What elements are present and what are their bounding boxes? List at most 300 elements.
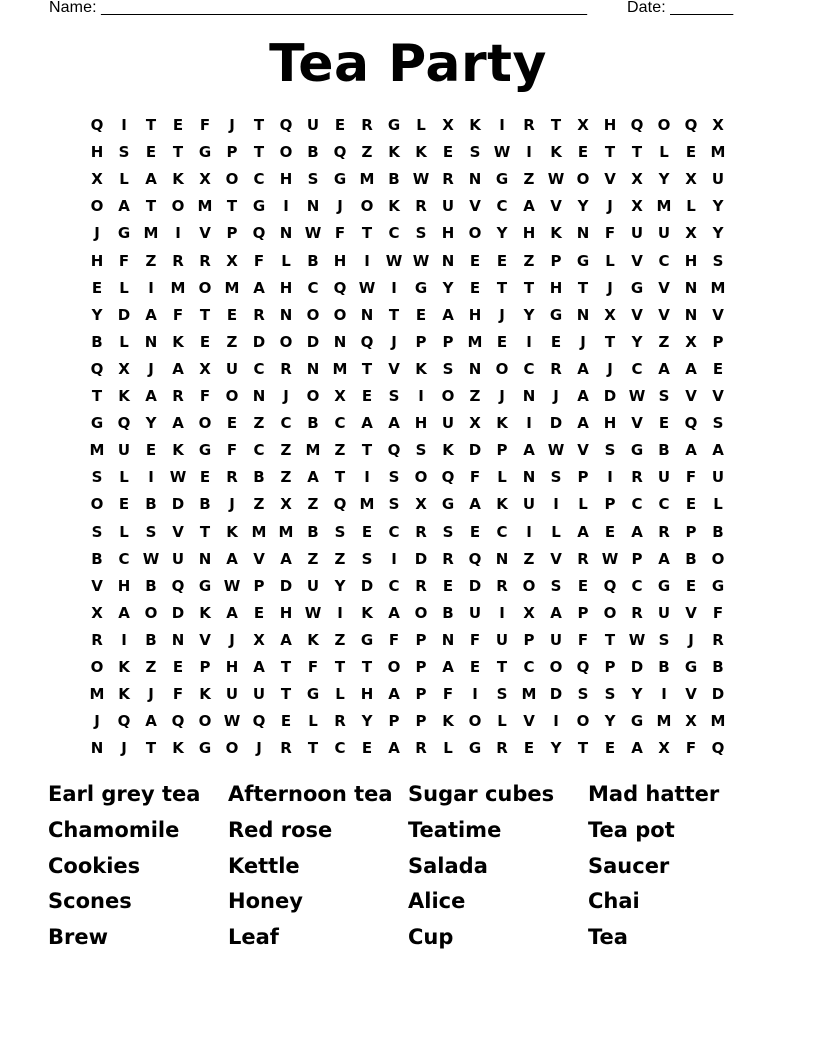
grid-letter: E — [280, 712, 292, 731]
grid-letter: U — [252, 685, 266, 704]
grid-letter: O — [171, 197, 185, 216]
grid-letter: O — [90, 658, 104, 676]
grid-letter: E — [226, 305, 238, 324]
grid-letter: S — [469, 143, 481, 162]
grid-letter: X — [604, 305, 616, 324]
grid-letter: O — [657, 116, 671, 134]
grid-letter: N — [522, 387, 536, 405]
grid-letter: T — [496, 658, 508, 676]
grid-letter: M — [197, 197, 213, 216]
grid-letter: O — [576, 712, 590, 731]
grid-letter: Q — [117, 712, 131, 731]
grid-letter: K — [118, 658, 130, 676]
grid-letter: A — [226, 549, 238, 568]
grid-letter: L — [443, 739, 453, 758]
grid-letter: J — [580, 332, 586, 351]
grid-letter: H — [603, 414, 617, 433]
grid-letter: M — [656, 197, 672, 216]
grid-letter: I — [418, 387, 424, 405]
grid-letter: P — [415, 712, 427, 731]
grid-letter: S — [550, 576, 562, 595]
grid-letter: C — [253, 359, 265, 378]
grid-letter: Y — [334, 576, 346, 595]
grid-letter: Z — [523, 251, 535, 270]
grid-letter: D — [549, 414, 563, 433]
grid-letter: I — [499, 603, 505, 622]
grid-letter: Q — [279, 116, 293, 134]
grid-letter: A — [577, 387, 589, 405]
grid-letter: T — [145, 197, 157, 216]
grid-letter: F — [469, 630, 481, 649]
grid-letter: V — [577, 441, 589, 460]
grid-letter: Q — [711, 739, 725, 758]
grid-letter: A — [172, 414, 184, 433]
grid-letter: J — [94, 224, 100, 243]
grid-letter: L — [119, 278, 129, 297]
grid-letter: G — [657, 576, 671, 595]
grid-letter: N — [171, 630, 185, 649]
grid-letter: S — [712, 414, 724, 433]
grid-letter: L — [119, 522, 129, 541]
grid-letter: J — [688, 630, 694, 649]
grid-letter: D — [414, 549, 428, 568]
grid-letter: A — [226, 603, 238, 622]
grid-letter: S — [577, 685, 589, 704]
grid-letter: H — [90, 251, 104, 270]
grid-letter: O — [603, 603, 617, 622]
grid-letter: P — [415, 332, 427, 351]
grid-letter: C — [307, 278, 319, 297]
grid-letter: J — [499, 305, 505, 324]
grid-letter: S — [388, 495, 400, 514]
grid-letter: D — [468, 576, 482, 595]
grid-letter: A — [253, 278, 265, 297]
grid-letter: M — [305, 441, 321, 460]
grid-letter: I — [364, 468, 370, 487]
grid-letter: A — [577, 522, 589, 541]
grid-letter: V — [631, 305, 643, 324]
grid-letter: A — [172, 359, 184, 378]
grid-letter: T — [253, 143, 265, 162]
grid-letter: X — [334, 387, 346, 405]
grid-letter: A — [469, 495, 481, 514]
grid-letter: J — [148, 685, 154, 704]
grid-letter: B — [145, 630, 157, 649]
grid-letter: A — [577, 359, 589, 378]
grid-letter: L — [119, 332, 129, 351]
grid-letter: F — [577, 630, 589, 649]
grid-letter: W — [304, 603, 322, 622]
grid-letter: O — [468, 224, 482, 243]
grid-letter: T — [523, 278, 535, 297]
grid-letter: Z — [280, 441, 292, 460]
grid-letter: T — [577, 739, 589, 758]
grid-letter: Q — [468, 549, 482, 568]
grid-letter: R — [334, 712, 346, 731]
grid-letter: A — [442, 305, 454, 324]
grid-letter: P — [226, 224, 238, 243]
grid-letter: S — [658, 630, 670, 649]
grid-letter: N — [522, 468, 536, 487]
grid-letter: V — [685, 603, 697, 622]
grid-letter: P — [604, 495, 616, 514]
grid-letter: H — [684, 251, 698, 270]
grid-letter: A — [685, 359, 697, 378]
grid-letter: J — [553, 387, 559, 405]
grid-letter: U — [522, 495, 536, 514]
grid-letter: S — [361, 549, 373, 568]
grid-letter: M — [359, 170, 375, 189]
grid-letter: W — [412, 170, 430, 189]
grid-letter: X — [199, 359, 211, 378]
grid-letter: A — [145, 712, 157, 731]
grid-letter: G — [549, 305, 563, 324]
grid-letter: T — [226, 197, 238, 216]
grid-letter: Z — [307, 549, 319, 568]
grid-letter: B — [685, 549, 697, 568]
grid-letter: X — [577, 116, 589, 134]
grid-letter: O — [90, 495, 104, 514]
grid-letter: V — [550, 549, 562, 568]
grid-letter: X — [658, 739, 670, 758]
grid-letter: C — [253, 441, 265, 460]
grid-letter: D — [279, 576, 293, 595]
grid-letter: E — [226, 414, 238, 433]
grid-letter: R — [496, 576, 508, 595]
grid-letter: E — [685, 495, 697, 514]
grid-letter: I — [472, 685, 478, 704]
grid-letter: W — [547, 441, 565, 460]
grid-letter: R — [91, 630, 103, 649]
grid-letter: G — [630, 712, 644, 731]
grid-letter: S — [604, 441, 616, 460]
grid-letter: V — [631, 414, 643, 433]
grid-letter: E — [415, 305, 427, 324]
grid-letter: O — [576, 170, 590, 189]
grid-letter: G — [306, 685, 320, 704]
grid-letter: H — [360, 685, 374, 704]
grid-letter: R — [226, 468, 238, 487]
grid-letter: N — [684, 305, 698, 324]
grid-letter: K — [199, 685, 211, 704]
grid-letter: T — [199, 522, 211, 541]
grid-letter: F — [226, 441, 238, 460]
grid-letter: H — [603, 116, 617, 134]
grid-letter: N — [576, 305, 590, 324]
word-list-item: Cup — [408, 925, 454, 950]
grid-letter: G — [198, 739, 212, 758]
grid-letter: W — [223, 576, 241, 595]
grid-letter: H — [225, 658, 239, 676]
grid-letter: H — [522, 224, 536, 243]
grid-letter: U — [657, 224, 671, 243]
grid-letter: D — [603, 387, 617, 405]
grid-letter: M — [170, 278, 186, 297]
grid-letter: L — [335, 685, 345, 704]
grid-letter: Z — [280, 468, 292, 487]
grid-letter: M — [278, 522, 294, 541]
grid-letter: Y — [523, 305, 535, 324]
grid-letter: K — [199, 603, 211, 622]
grid-letter: T — [388, 305, 400, 324]
grid-letter: V — [523, 712, 535, 731]
grid-letter: R — [280, 359, 292, 378]
grid-letter: I — [526, 414, 532, 433]
grid-letter: P — [604, 658, 616, 676]
grid-letter: W — [358, 278, 376, 297]
grid-letter: C — [496, 197, 508, 216]
word-list-item: Brew — [48, 925, 109, 950]
grid-letter: I — [553, 495, 559, 514]
grid-letter: H — [279, 603, 293, 622]
grid-letter: E — [91, 278, 103, 297]
grid-letter: E — [172, 116, 184, 134]
grid-letter: G — [198, 441, 212, 460]
grid-letter: B — [712, 658, 724, 676]
grid-letter: S — [415, 441, 427, 460]
grid-letter: K — [172, 170, 184, 189]
grid-letter: F — [307, 658, 319, 676]
grid-letter: L — [119, 468, 129, 487]
grid-letter: D — [549, 685, 563, 704]
grid-letter: E — [469, 251, 481, 270]
grid-letter: C — [334, 739, 346, 758]
grid-letter: B — [307, 143, 319, 162]
grid-letter: Z — [523, 549, 535, 568]
grid-letter: A — [280, 549, 292, 568]
grid-letter: X — [685, 332, 697, 351]
grid-letter: G — [198, 576, 212, 595]
grid-letter: C — [388, 576, 400, 595]
grid-letter: M — [89, 441, 105, 460]
grid-letter: I — [526, 522, 532, 541]
grid-letter: G — [468, 739, 482, 758]
grid-letter: T — [280, 685, 292, 704]
grid-letter: O — [306, 305, 320, 324]
grid-letter: H — [549, 278, 563, 297]
grid-letter: P — [523, 630, 535, 649]
grid-letter: X — [631, 197, 643, 216]
grid-letter: A — [145, 170, 157, 189]
grid-letter: Q — [387, 441, 401, 460]
grid-letter: G — [90, 414, 104, 433]
grid-letter: H — [333, 251, 347, 270]
grid-letter: S — [91, 522, 103, 541]
grid-letter: Z — [145, 251, 157, 270]
grid-letter: P — [199, 658, 211, 676]
grid-letter: K — [172, 739, 184, 758]
grid-letter: G — [495, 170, 509, 189]
grid-letter: V — [712, 387, 724, 405]
grid-letter: B — [91, 549, 103, 568]
grid-letter: G — [576, 251, 590, 270]
grid-letter: Z — [226, 332, 238, 351]
grid-letter: N — [90, 739, 104, 758]
grid-letter: M — [656, 712, 672, 731]
grid-letter: B — [91, 332, 103, 351]
grid-letter: E — [604, 522, 616, 541]
grid-letter: M — [224, 278, 240, 297]
grid-letter: L — [686, 197, 696, 216]
grid-letter: X — [685, 224, 697, 243]
grid-letter: Q — [441, 468, 455, 487]
grid-letter: C — [118, 549, 130, 568]
grid-letter: V — [550, 197, 562, 216]
grid-letter: X — [280, 495, 292, 514]
grid-letter: E — [469, 522, 481, 541]
grid-letter: O — [468, 712, 482, 731]
grid-letter: X — [442, 116, 454, 134]
grid-letter: S — [415, 224, 427, 243]
grid-letter: V — [658, 305, 670, 324]
grid-letter: T — [361, 441, 373, 460]
grid-letter: D — [468, 441, 482, 460]
word-list-item: Tea — [588, 925, 628, 950]
grid-letter: J — [121, 739, 127, 758]
grid-letter: A — [145, 387, 157, 405]
grid-letter: A — [523, 441, 535, 460]
grid-letter: F — [199, 387, 211, 405]
grid-letter: B — [145, 576, 157, 595]
date-field: Date: _______ — [627, 0, 734, 16]
grid-letter: X — [631, 170, 643, 189]
word-list-item: Afternoon tea — [228, 782, 393, 806]
grid-letter: T — [253, 116, 265, 134]
word-list-item: Chai — [588, 889, 640, 914]
grid-letter: I — [283, 197, 289, 216]
grid-letter: Q — [630, 116, 644, 134]
grid-letter: I — [499, 116, 505, 134]
grid-letter: K — [550, 143, 562, 162]
grid-letter: E — [685, 576, 697, 595]
grid-letter: J — [229, 116, 235, 134]
word-list-item: Leaf — [228, 925, 279, 950]
grid-letter: V — [685, 387, 697, 405]
grid-letter: V — [199, 224, 211, 243]
grid-letter: J — [391, 332, 397, 351]
grid-letter: P — [415, 658, 427, 676]
grid-letter: E — [550, 332, 562, 351]
grid-letter: Q — [171, 712, 185, 731]
grid-letter: Q — [576, 658, 590, 676]
grid-letter: Y — [712, 197, 724, 216]
grid-letter: Q — [333, 143, 347, 162]
grid-letter: C — [523, 658, 535, 676]
grid-letter: O — [414, 468, 428, 487]
grid-letter: A — [388, 603, 400, 622]
grid-letter: I — [553, 712, 559, 731]
grid-letter: N — [576, 224, 590, 243]
word-list-item: Honey — [228, 889, 303, 914]
grid-letter: E — [577, 143, 589, 162]
grid-letter: T — [577, 278, 589, 297]
grid-letter: Y — [145, 414, 157, 433]
grid-letter: E — [361, 522, 373, 541]
grid-letter: L — [578, 495, 588, 514]
grid-letter: A — [388, 414, 400, 433]
grid-letter: Y — [604, 712, 616, 731]
grid-letter: R — [523, 116, 535, 134]
word-list-item: Saucer — [588, 853, 670, 878]
grid-letter: U — [306, 116, 320, 134]
grid-letter: L — [281, 251, 291, 270]
grid-letter: A — [307, 468, 319, 487]
grid-letter: U — [630, 224, 644, 243]
grid-letter: B — [307, 522, 319, 541]
grid-letter: E — [496, 251, 508, 270]
grid-letter: T — [604, 630, 616, 649]
grid-letter: U — [171, 549, 185, 568]
grid-letter: T — [334, 658, 346, 676]
grid-letter: K — [442, 712, 454, 731]
grid-letter: J — [337, 197, 343, 216]
grid-letter: D — [117, 305, 131, 324]
grid-letter: H — [90, 143, 104, 162]
grid-letter: P — [442, 332, 454, 351]
grid-letter: T — [145, 116, 157, 134]
word-list-item: Sugar cubes — [408, 782, 555, 806]
grid-letter: P — [415, 630, 427, 649]
grid-letter: O — [360, 197, 374, 216]
grid-letter: E — [523, 739, 535, 758]
grid-letter: G — [414, 278, 428, 297]
grid-letter: O — [90, 197, 104, 216]
grid-letter: T — [91, 387, 103, 405]
grid-letter: I — [391, 278, 397, 297]
grid-letter: A — [118, 197, 130, 216]
grid-letter: K — [172, 441, 184, 460]
grid-letter: L — [659, 143, 669, 162]
grid-letter: L — [308, 712, 318, 731]
grid-letter: I — [148, 278, 154, 297]
grid-letter: G — [360, 630, 374, 649]
grid-letter: C — [631, 576, 643, 595]
grid-letter: Q — [684, 414, 698, 433]
grid-letter: H — [441, 224, 455, 243]
grid-letter: P — [631, 549, 643, 568]
grid-letter: R — [712, 630, 724, 649]
word-list-item: Kettle — [228, 853, 300, 878]
grid-letter: E — [199, 332, 211, 351]
grid-letter: F — [334, 224, 346, 243]
grid-letter: S — [550, 468, 562, 487]
grid-letter: Y — [631, 332, 643, 351]
page-title: Tea Party — [269, 34, 547, 94]
grid-letter: P — [577, 603, 589, 622]
grid-letter: N — [441, 251, 455, 270]
grid-letter: L — [497, 468, 507, 487]
grid-letter: N — [333, 332, 347, 351]
word-list-item: Mad hatter — [588, 782, 720, 806]
grid-letter: H — [414, 414, 428, 433]
grid-letter: B — [145, 495, 157, 514]
grid-letter: T — [361, 224, 373, 243]
grid-letter: W — [493, 143, 511, 162]
grid-letter: O — [495, 359, 509, 378]
grid-letter: E — [712, 359, 724, 378]
grid-letter: G — [252, 197, 266, 216]
grid-letter: J — [256, 739, 262, 758]
grid-letter: G — [630, 441, 644, 460]
grid-letter: K — [442, 441, 454, 460]
grid-letter: K — [388, 197, 400, 216]
grid-letter: R — [496, 739, 508, 758]
grid-letter: Y — [658, 170, 670, 189]
grid-letter: Q — [252, 224, 266, 243]
grid-letter: K — [496, 414, 508, 433]
grid-letter: T — [145, 739, 157, 758]
grid-letter: R — [550, 359, 562, 378]
